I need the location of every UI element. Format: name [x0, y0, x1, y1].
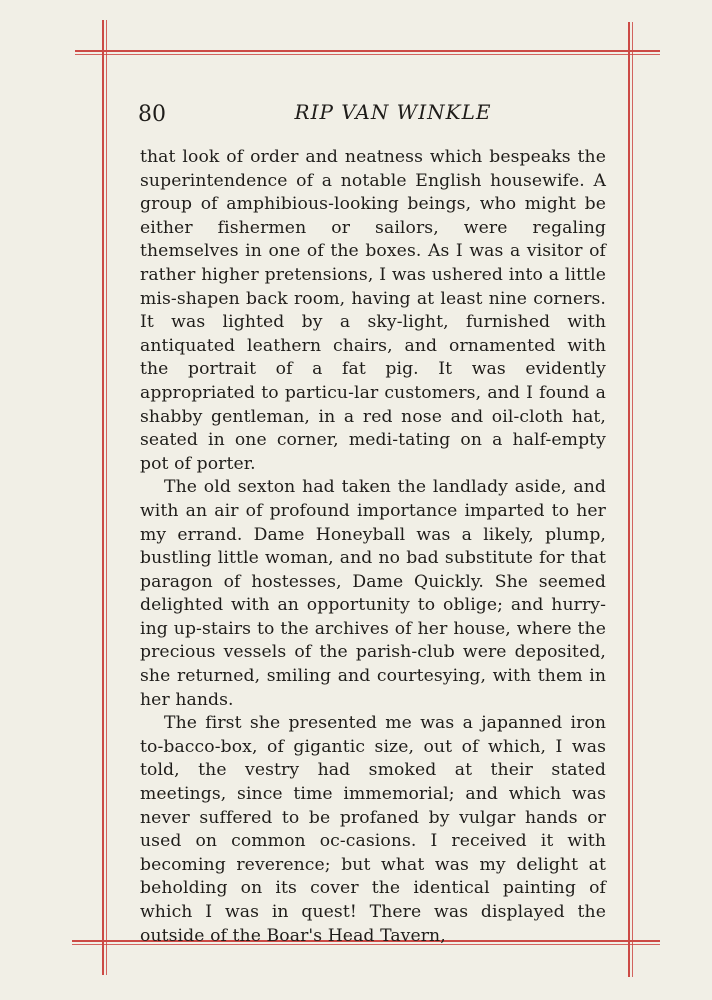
border-rule-top-inner: [75, 54, 660, 55]
body-text: [140, 146, 606, 948]
border-rule-top: [75, 50, 660, 52]
border-rule-right: [628, 22, 630, 977]
page-number: 80: [138, 102, 166, 127]
page-header: [138, 98, 608, 132]
paragraph-2: The old sexton had taken the landlady aside, and with an air of profound importance imparted to her my errand. Dame Honeyball was a likely, plump, bustling little woman, and no bad substitute for that paragon of hostesses, Dame Quickly. She seemed delighted with an opportunity to oblige; and hurry-ing up-stairs to the archives of her house, where the precious vessels of the parish-club were deposited, she returned, smiling and courtesying, with them in her hands.: [140, 477, 606, 710]
paragraph-3: The first she presented me was a japanned iron to-bacco-box, of gigantic size, out of which, I was told, the vestry had smoked at their stated meetings, since time immemorial; and which was never suffered to be profaned by vulgar hands or used on common oc-casions. I received it with becoming reverence; but what was my delight at beholding on its cover the identical painting of which I was in quest! There was displayed the outside of the Boar's Head Tavern,: [140, 713, 606, 946]
border-rule-right-inner: [632, 22, 633, 977]
running-title: RIP VAN WINKLE: [294, 100, 492, 124]
border-rule-left: [102, 20, 104, 975]
border-rule-left-inner: [106, 20, 107, 975]
paragraph-1: that look of order and neatness which bespeaks the superintendence of a notable English housewife. A group of amphibious-looking beings, who might be either fishermen or sailors, were regaling themselves in one of the boxes. As I was a visitor of rather higher pretensions, I was ushered into a little mis-shapen back room, having at least nine corners. It was lighted by a sky-light, furnished with antiquated leathern chairs, and ornamented with the portrait of a fat pig. It was evidently appropriated to particu-lar customers, and I found a shabby gentleman, in a red nose and oil-cloth hat, seated in one corner, medi-tating on a half-empty pot of porter.: [140, 147, 606, 474]
